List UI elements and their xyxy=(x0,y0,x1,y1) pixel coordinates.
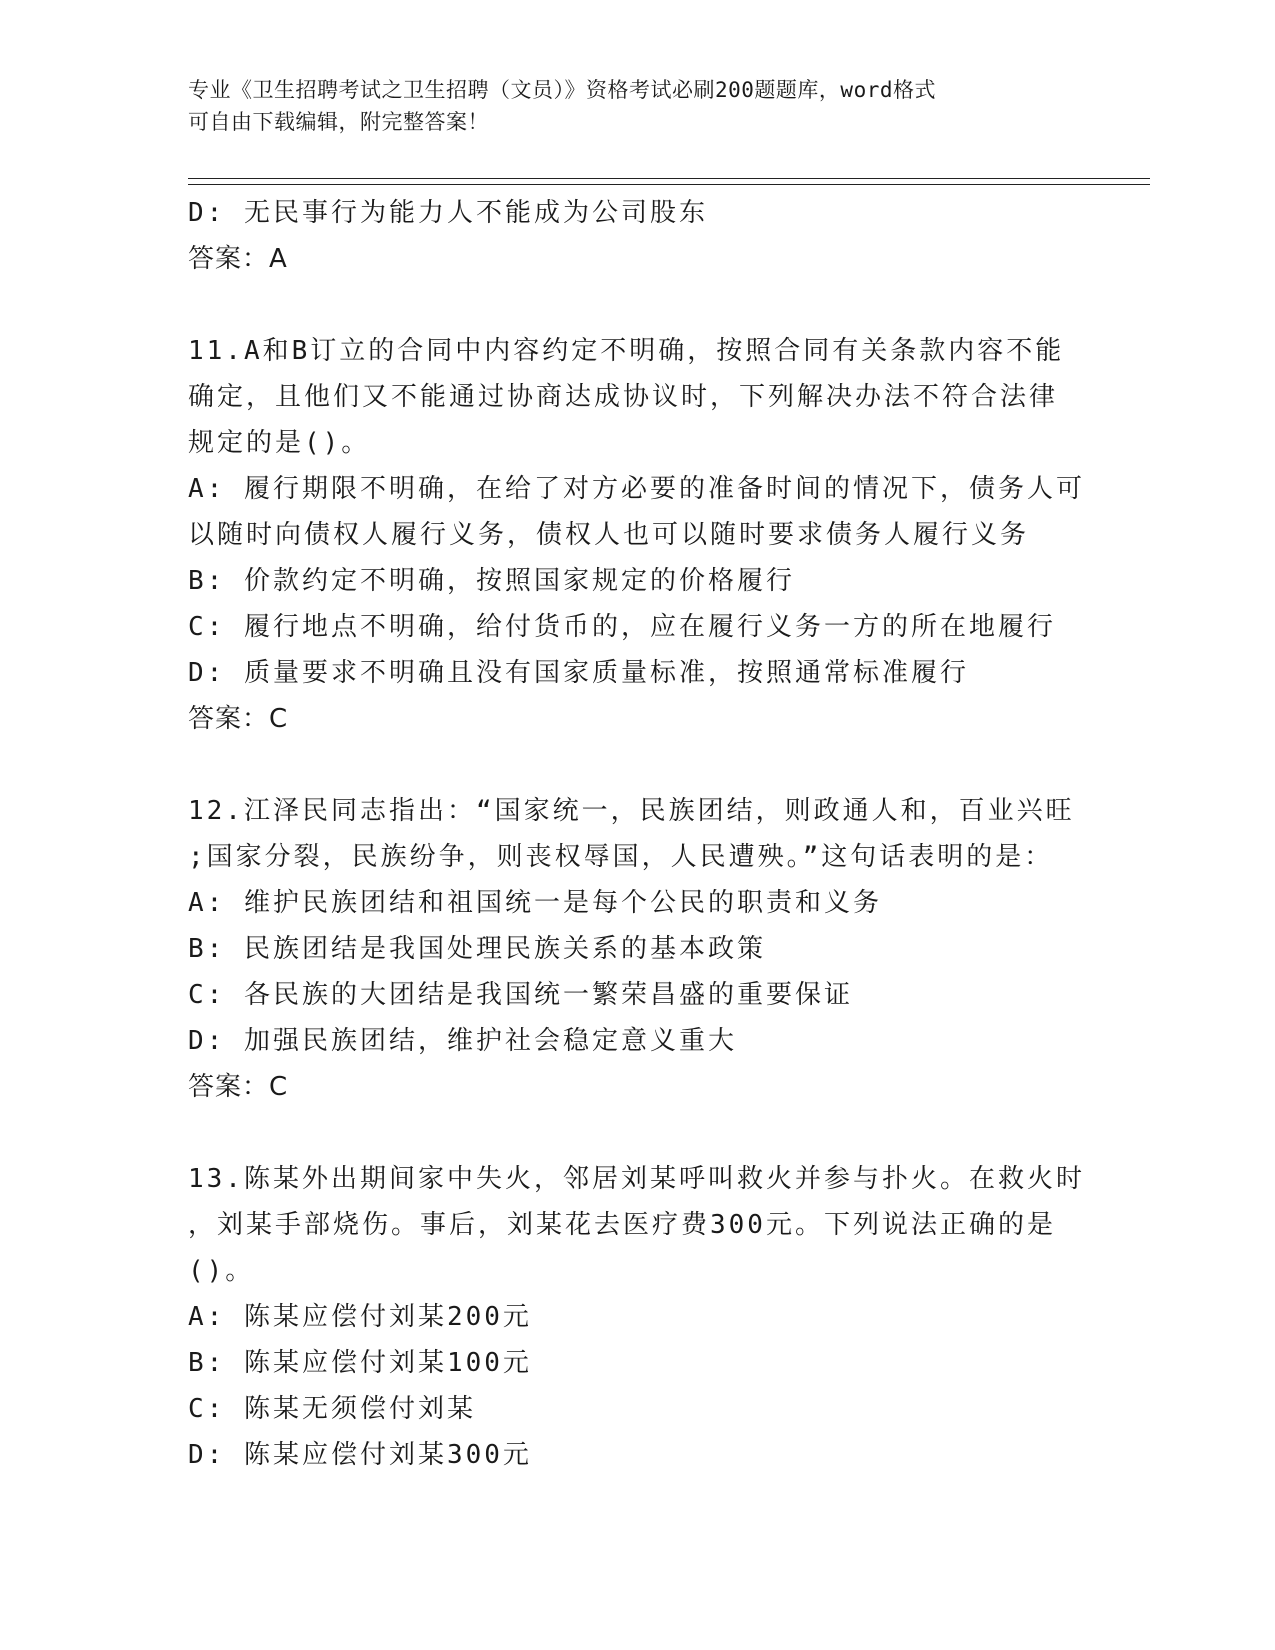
option-a: A: 维护民族团结和祖国统一是每个公民的职责和义务 xyxy=(188,888,882,918)
option-c: C: 各民族的大团结是我国统一繁荣昌盛的重要保证 xyxy=(188,980,853,1010)
header-line: 专业《卫生招聘考试之卫生招聘（文员）》资格考试必刷200题题库，word格式 xyxy=(188,78,936,102)
option-b: B: 价款约定不明确，按照国家规定的价格履行 xyxy=(188,566,795,596)
question-stem-line: 规定的是()。 xyxy=(188,428,371,458)
question-13 xyxy=(188,1156,1088,1478)
option-d: D: 质量要求不明确且没有国家质量标准，按照通常标准履行 xyxy=(188,658,969,688)
option-d: D: 无民事行为能力人不能成为公司股东 xyxy=(188,198,708,228)
question-stem-line: 13.陈某外出期间家中失火，邻居刘某呼叫救火并参与扑火。在救火时 xyxy=(188,1164,1085,1194)
spacer xyxy=(188,742,1088,788)
question-stem-line: ()。 xyxy=(188,1256,255,1286)
question-12 xyxy=(188,788,1088,1110)
spacer xyxy=(188,1110,1088,1156)
option-b: B: 陈某应偿付刘某100元 xyxy=(188,1348,532,1378)
question-11 xyxy=(188,328,1088,742)
document-header xyxy=(188,74,1088,138)
option-d: D: 加强民族团结，维护社会稳定意义重大 xyxy=(188,1026,737,1056)
question-stem-line: ，刘某手部烧伤。事后，刘某花去医疗费300元。下列说法正确的是 xyxy=(188,1210,1056,1240)
header-divider xyxy=(188,184,1150,185)
question-stem-line: ;国家分裂，民族纷争，则丧权辱国，人民遭殃。”这句话表明的是： xyxy=(188,842,1054,872)
option-c: C: 陈某无须偿付刘某 xyxy=(188,1394,476,1424)
option-a: A: 履行期限不明确，在给了对方必要的准备时间的情况下，债务人可 xyxy=(188,474,1085,504)
option-b: B: 民族团结是我国处理民族关系的基本政策 xyxy=(188,934,766,964)
option-c: C: 履行地点不明确，给付货币的，应在履行义务一方的所在地履行 xyxy=(188,612,1056,642)
header-line: 可自由下载编辑，附完整答案！ xyxy=(188,110,489,134)
question-stem-line: 确定，且他们又不能通过协商达成协议时，下列解决办法不符合法律 xyxy=(188,382,1059,412)
answer: 答案：C xyxy=(188,1072,289,1102)
answer: 答案：C xyxy=(188,704,289,734)
spacer xyxy=(188,282,1088,328)
question-stem-line: 11.A和B订立的合同中内容约定不明确，按照合同有关条款内容不能 xyxy=(188,336,1065,366)
option-d: D: 陈某应偿付刘某300元 xyxy=(188,1440,532,1470)
option-a-continued: 以随时向债权人履行义务，债权人也可以随时要求债务人履行义务 xyxy=(188,520,1030,550)
document-body xyxy=(188,190,1088,1478)
answer: 答案：A xyxy=(188,244,288,274)
question-stem-line: 12.江泽民同志指出：“国家统一，民族团结，则政通人和，百业兴旺 xyxy=(188,796,1075,826)
question-previous xyxy=(188,190,1088,282)
header-divider xyxy=(188,178,1150,179)
option-a: A: 陈某应偿付刘某200元 xyxy=(188,1302,532,1332)
